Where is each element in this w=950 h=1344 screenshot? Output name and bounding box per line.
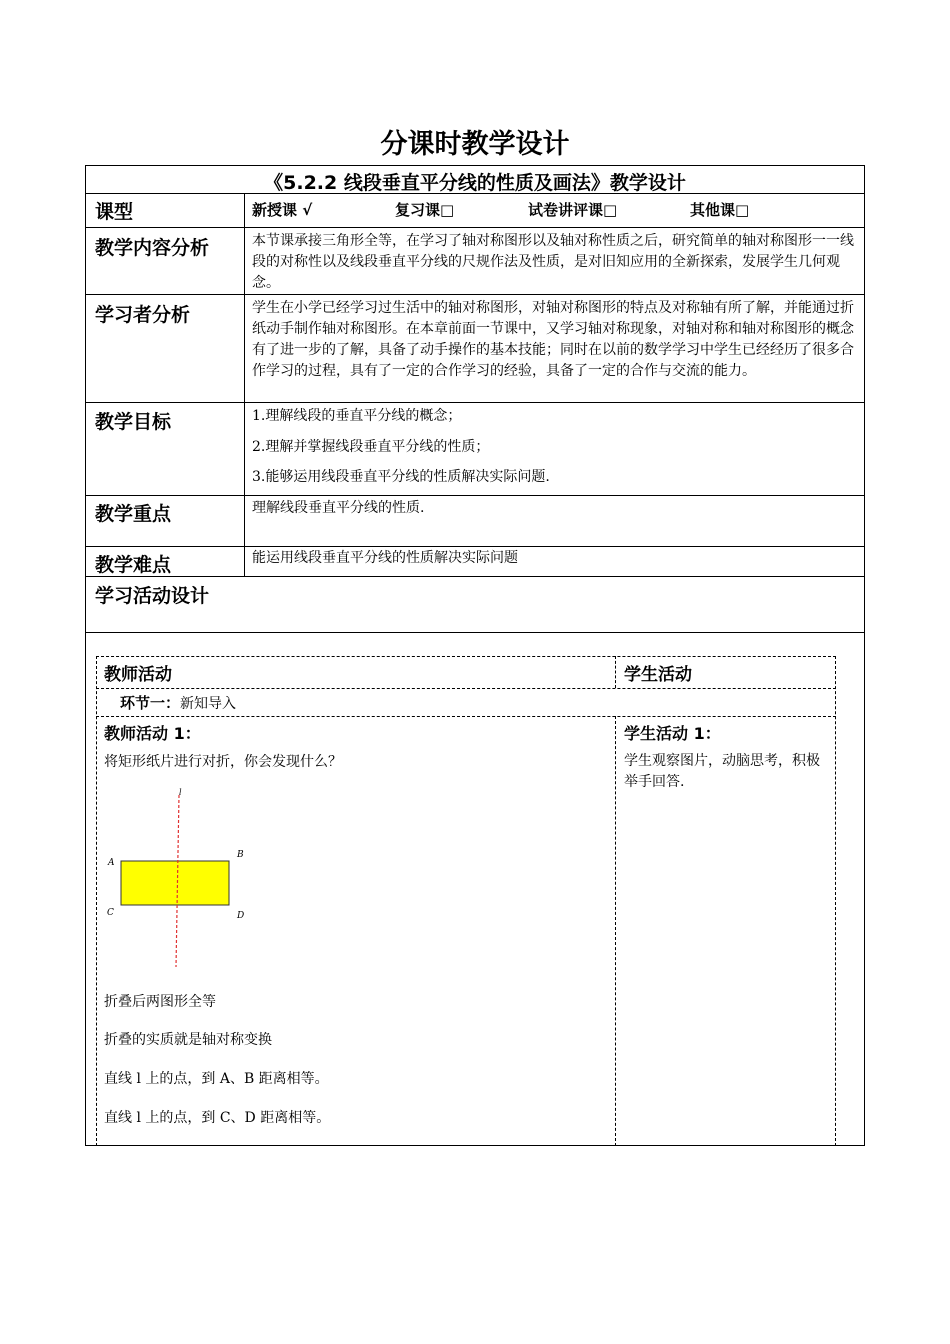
student-activity-header: 学生活动 xyxy=(624,665,692,685)
difficulty-label: 教学难点 xyxy=(95,554,172,576)
teacher-prompt: 将矩形纸片进行对折，你会发现什么？ xyxy=(104,754,342,770)
activity-design-label: 学习活动设计 xyxy=(95,585,210,607)
learner-analysis-label: 学习者分析 xyxy=(95,304,191,326)
difficulty-text: 能运用线段垂直平分线的性质解决实际问题 xyxy=(252,550,518,566)
section-label: 环节一： xyxy=(120,694,181,712)
lesson-type-exam-review[interactable]: 试卷讲评课□ xyxy=(528,201,618,219)
content-analysis-text: 本节课承接三角形全等，在学习了轴对称图形以及轴对称性质之后，研究简单的轴对称图形一一线段的对称性以及线段垂直平分线的尺规作法及性质，是对旧知应用的全新探索，发展学生几何观念。 xyxy=(252,233,854,291)
teacher-activity-title: 教师活动 1： xyxy=(104,724,201,743)
lesson-type-other[interactable]: 其他课□ xyxy=(690,201,750,219)
teacher-line-3: 直线 l 上的点，到 A、B 距离相等。 xyxy=(104,1071,329,1087)
key-point-label: 教学重点 xyxy=(95,503,172,525)
objective-3: 3.能够运用线段垂直平分线的性质解决实际问题. xyxy=(252,469,550,485)
lesson-type-review[interactable]: 复习课□ xyxy=(395,201,455,219)
learner-analysis-text: 学生在小学已经学习过生活中的轴对称图形，对轴对称图形的特点及对称轴有所了解，并能通过折纸动手制作轴对称图形。在本章前面一节课中，又学习轴对称现象，对轴对称和轴对称图形的概念有了进一步的了解，具备了动手操作的基本技能；同时在以前的数学学习中学生已经经历了很多合作学习的过程，具有了一定的合作学习的经验，具备了一定的合作与交流的能力。 xyxy=(252,300,854,379)
label-B: B xyxy=(237,850,244,860)
lesson-type-new[interactable]: 新授课 √ xyxy=(252,201,313,219)
key-point-text: 理解线段垂直平分线的性质. xyxy=(252,500,425,516)
objective-1: 1.理解线段的垂直平分线的概念； xyxy=(252,408,462,424)
label-C: C xyxy=(107,908,114,918)
objectives-label: 教学目标 xyxy=(95,411,172,433)
paper-rectangle xyxy=(121,861,229,905)
content-analysis-label: 教学内容分析 xyxy=(95,237,210,259)
table-subtitle: 《5.2.2 线段垂直平分线的性质及画法》教学设计 xyxy=(264,172,686,194)
folding-figure xyxy=(100,785,260,975)
teacher-line-1: 折叠后两图形全等 xyxy=(104,994,216,1010)
page-title: 分课时教学设计 xyxy=(380,129,570,160)
teacher-activity-header: 教师活动 xyxy=(104,665,172,685)
section-name: 新知导入 xyxy=(180,696,237,712)
teacher-line-4: 直线 l 上的点，到 C、D 距离相等。 xyxy=(104,1110,331,1126)
lesson-type-label: 课型 xyxy=(95,201,134,223)
objective-2: 2.理解并掌握线段垂直平分线的性质； xyxy=(252,439,490,455)
label-D: D xyxy=(237,911,245,921)
section-heading xyxy=(120,692,236,713)
teacher-line-2: 折叠的实质就是轴对称变换 xyxy=(104,1032,272,1048)
student-activity-title: 学生活动 1： xyxy=(624,724,721,743)
label-A: A xyxy=(108,858,115,868)
student-activity-text: 学生观察图片，动脑思考，积极举手回答. xyxy=(624,753,820,790)
label-l: l xyxy=(179,788,182,797)
